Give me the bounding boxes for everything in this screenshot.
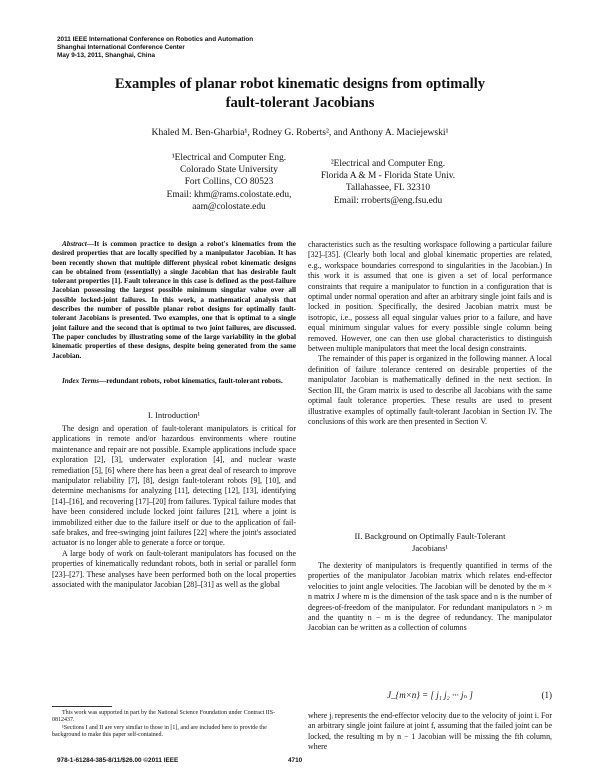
affiliation-line: Fort Collins, CO 80523 (184, 177, 274, 188)
conference-name: 2011 IEEE International Conference on Robotics and Automation (57, 36, 254, 43)
affiliation-line: Colorado State University (180, 165, 278, 176)
isbn-copyright: 978-1-61284-385-8/11/$26.00 ©2011 IEEE (57, 757, 179, 764)
after-equation-text (308, 711, 552, 753)
body-paragraph: The dexterity of manipulators is frequently quantified in terms of the properties of the manipulator Jacobian matrix which relates end-effector velocities to joint angle velocities. The Jacobian will be denoted by the m × n matrix J where m is the dimension of the task space and n is the number of degrees-of-freedom of the manipulator. For redundant manipulators n > m and the quantity n − m is the degree of redundancy. The manipulator Jacobian can be written as a collection of columns (308, 561, 552, 633)
body-paragraph: where jᵢ represents the end-effector velocity due to the velocity of joint i. For an arbitrary single joint failure at joint f, assuming that the failed joint can be locked, the resulting m by n − 1 Jacobian will be missing the fth column, where (308, 711, 552, 752)
index-terms-label: Index Terms (62, 377, 100, 385)
affiliation-line: ¹Electrical and Computer Eng. (171, 153, 287, 163)
footnotes (52, 710, 296, 740)
affiliation-email: Email: rroberts@eng.fsu.edu (333, 195, 443, 206)
body-paragraph: A large body of work on fault-tolerant manipulators has focused on the properties of kinematically redundant robots, both in serial or parallel form [23]–[27]. These analyses have been performed both on the local properties associated with the manipulator Jacobian [28]–[31] as well as the global (52, 548, 296, 590)
index-terms-text: —redundant robots, robot kinematics, fault-tolerant robots. (99, 377, 283, 385)
affiliation-2 (300, 158, 476, 207)
affiliation-email: Email: khm@rams.colostate.edu, (166, 189, 292, 200)
section-1-body (52, 424, 296, 591)
equation-number: (1) (541, 690, 552, 700)
footnote: This work was supported in part by the National Science Foundation under Contract IIS-0812437. (52, 710, 276, 724)
right-column-top (308, 240, 552, 427)
body-paragraph: The remainder of this paper is organized in the following manner. A local definition of failure tolerance centered on desirable properties of the manipulator Jacobian is mathematically defined in the next section. In Section III, the Gram matrix is used to describe all Jacobians with the same optimal fault tolerance properties. These results are used to present illustrative examples of optimally fault-tolerant Jacobian in Section IV. The conclusions of this work are then presented in Section V. (308, 354, 552, 426)
equation-expression: J_{m×n} = [ j₁ j₂ ··· jₙ ] (387, 690, 473, 700)
author-list: Khaled M. Ben-Gharbia¹, Rodney G. Roberts², and Anthony A. Maciejewski¹ (151, 127, 449, 138)
conference-venue: Shanghai International Conference Center (57, 44, 185, 51)
conference-header (57, 36, 253, 60)
page-number: 4710 (288, 757, 303, 764)
affiliation-email: aam@colostate.edu (192, 201, 266, 212)
body-paragraph: characteristics such as the resulting workspace following a particular failure [32]–[35]. (Clearly both local and global kinematic properties are related, e.g., workspace boundaries correspond to singularities in the Jacobian.) In this work it is assumed that one is given a set of local performance constraints that require a manipulator to function in a configuration that is optimal under normal operation and after an arbitrary single joint fails and is locked in position. Specifically, the desired Jacobian matrix must be isotropic, i.e., possess all equal singular values prior to a failure, and have equal minimum singular values for every possible single column being removed. However, one can then use global characteristics to distinguish between multiple manipulators that meet the local design constraints. (308, 240, 552, 354)
body-paragraph: The design and operation of fault-tolerant manipulators is critical for applications in remote and/or hazardous environments where routine maintenance and repair are not possible. Example applications include space exploration [2], [3], underwater exploration [4], and nuclear waste remediation [5], [6] where there has been a great deal of research to improve manipulator reliability [7], [8], design fault-tolerant robots [9], [10], and determine mechanisms for analyzing [11], detecting [12], [13], identifying [14]–[16], and recovering [17]–[20] from failures. Typical failure modes that have been considered include locked joint failures [21], where a joint is immobilized either due to the failure itself or due to the application of fail-safe brakes, and free-swinging joint failures [22] where the joint's associated actuator is no longer able to generate a force or torque. (52, 424, 296, 548)
section-1-heading: I. Introduction¹ (147, 410, 201, 420)
section-2-heading-line-2: Jacobians¹ (412, 543, 448, 553)
abstract (52, 240, 296, 361)
section-2-heading-line-1: II. Background on Optimally Fault-Tolerant (354, 531, 506, 541)
affiliation-line: Tallahassee, FL 32310 (345, 183, 431, 194)
conference-dates: May 9-13, 2011, Shanghai, China (57, 52, 156, 59)
affiliation-line: Florida A & M - Florida State Univ. (320, 171, 456, 182)
section-2-body (308, 561, 552, 634)
abstract-text: —It is common practice to design a robot's kinematics from the desired properties that are locally specified by a manipulator Jacobian. It has been recently shown that multiple different physical robot kinematic designs can be obtained from (essentially) a single Jacobian that has desirable fault tolerant properties [1]. Fault tolerance in this case is defined as the post-failure Jacobian possessing the largest possible minimum singular value over all possible locked-joint failures. In this work, a mathematical analysis that describes the number of possible planar robot designs for optimally fault-tolerant Jacobians is presented. Two examples, one that is optimal to a single joint failure and the second that is optimal to two joint failures, are discussed. The paper concludes by illustrating some of the large variability in the global kinematic properties of these designs, despite being generated from the same Jacobian. (52, 240, 296, 360)
index-terms-paragraph (52, 377, 296, 386)
paper-title-line-1: Examples of planar robot kinematic designs from optimally (114, 76, 486, 92)
abstract-label: Abstract (62, 240, 87, 248)
footnote: ¹Sections I and II are very similar to those in [1], and are included here to provide the background to make this paper self-contained. (52, 724, 267, 739)
paper-title (60, 75, 540, 113)
section-2-heading (308, 530, 552, 554)
abstract-paragraph (52, 240, 296, 361)
affiliation-line: ²Electrical and Computer Eng. (330, 159, 446, 169)
equation-1 (308, 690, 552, 706)
paper-title-line-2: fault-tolerant Jacobians (225, 95, 375, 111)
footnote-divider (52, 706, 112, 707)
index-terms (52, 377, 296, 386)
